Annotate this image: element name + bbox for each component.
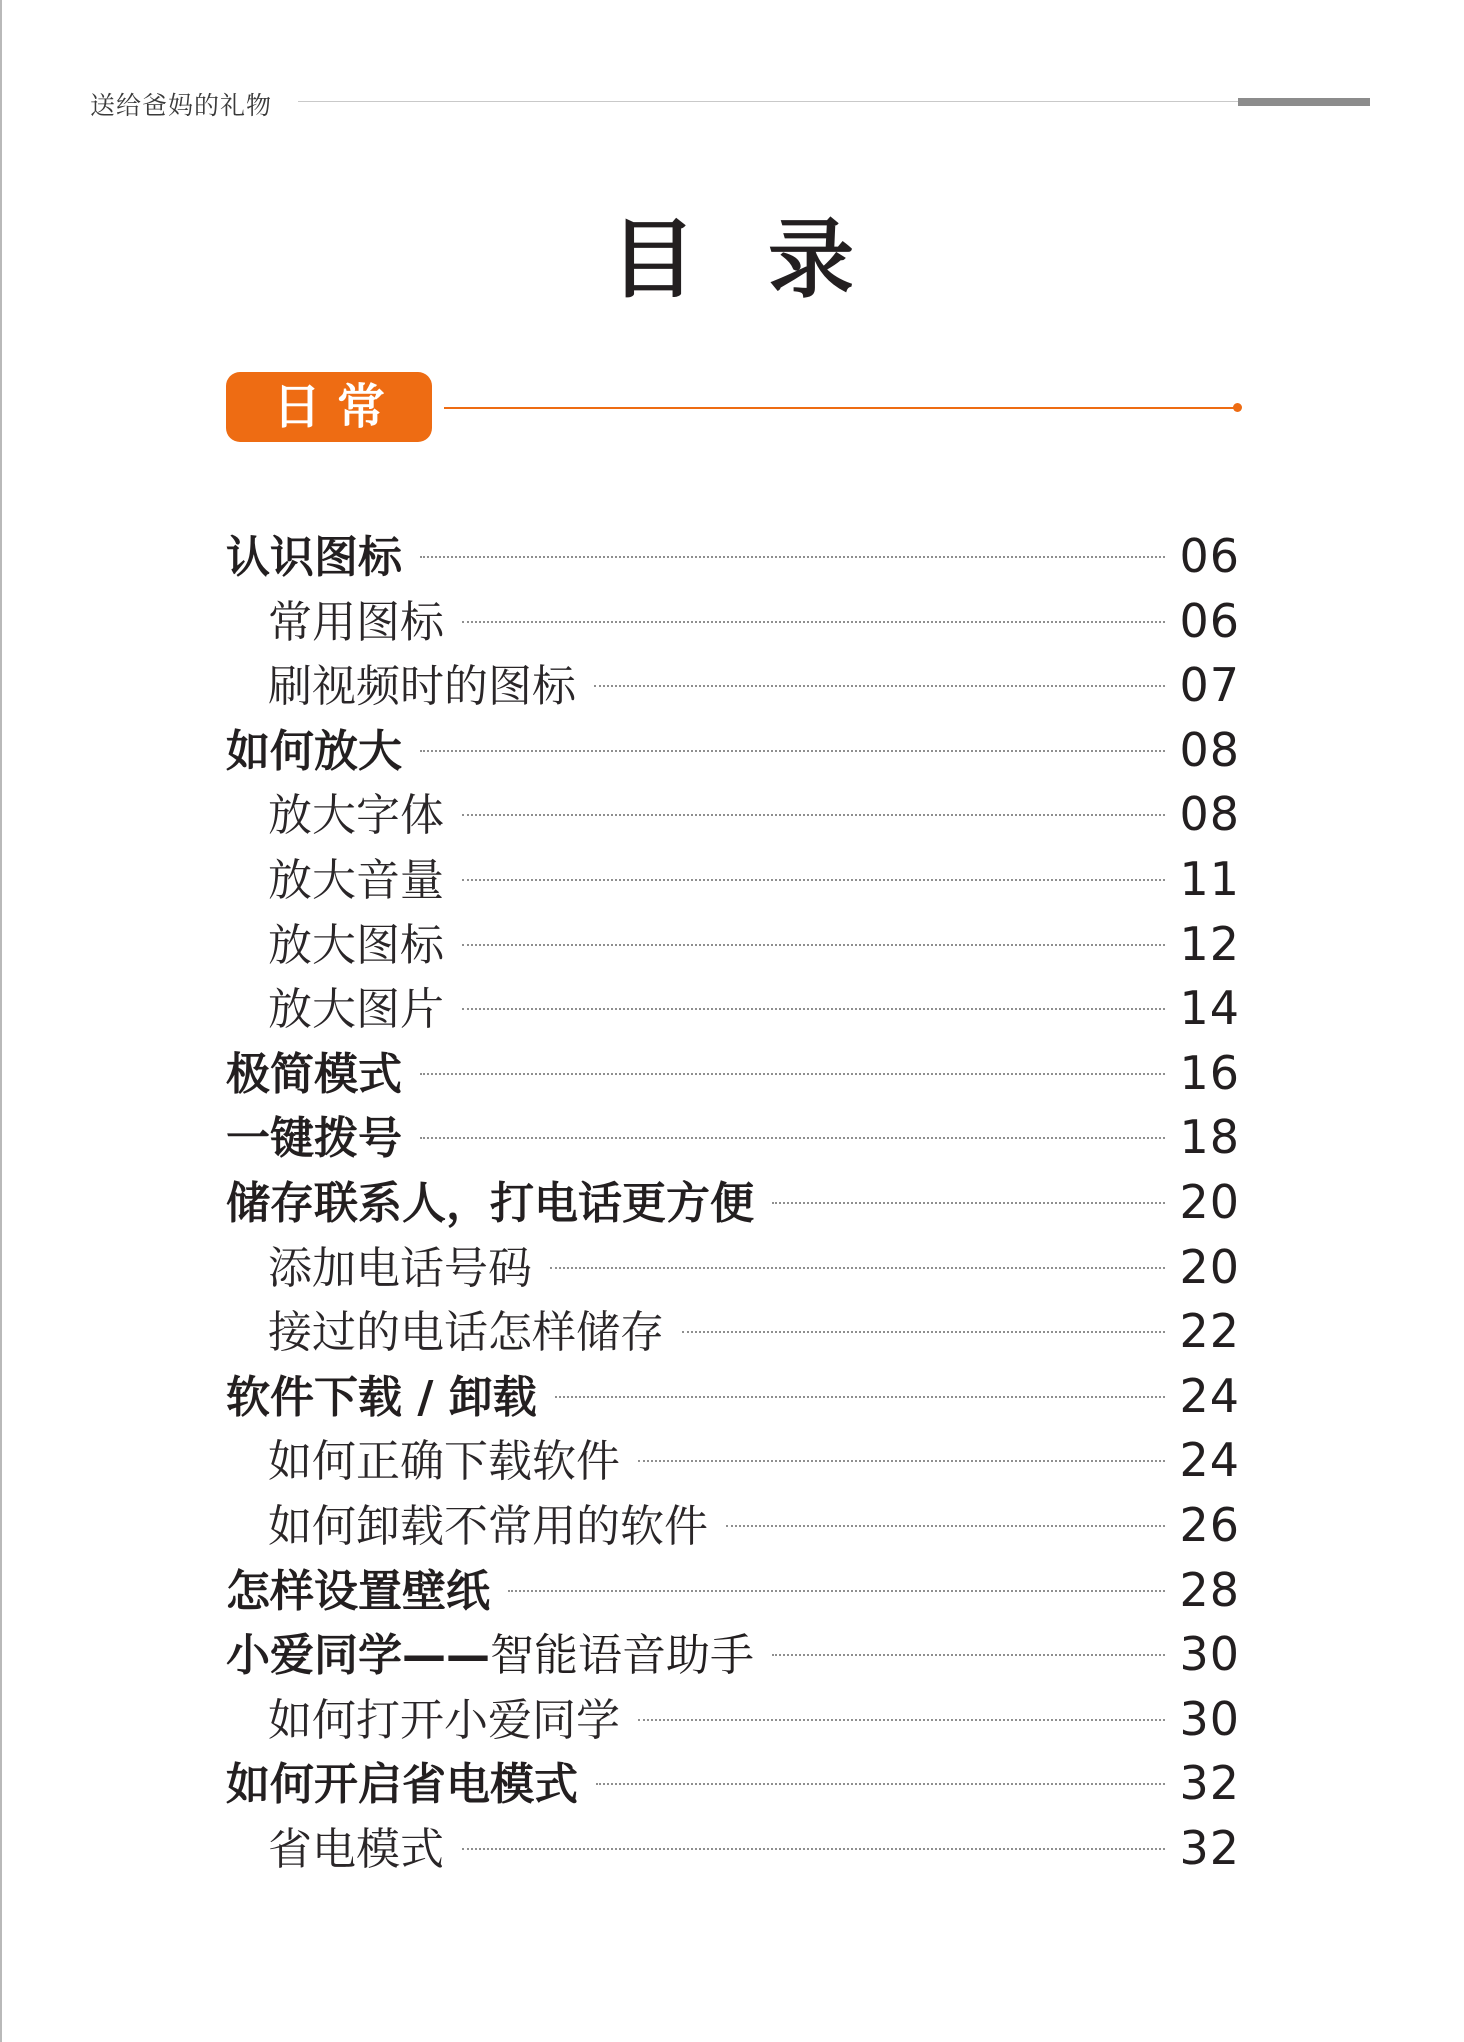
toc-page-number: 32 [1179, 1756, 1240, 1811]
toc-entry [226, 1361, 1240, 1426]
toc-entry-text: 添加电话号码 [268, 1242, 532, 1294]
toc-entry-subtitle: 智能语音助手 [490, 1630, 754, 1682]
toc-page-number: 20 [1179, 1239, 1240, 1294]
toc-entry-text: 储存联系人，打电话更方便 [226, 1177, 754, 1229]
dot-leader [638, 1719, 1165, 1721]
toc-page-number: 18 [1179, 1110, 1240, 1165]
dot-leader [462, 1008, 1165, 1010]
toc-entry-title [226, 1748, 578, 1812]
toc-entry [226, 1038, 1240, 1103]
section-rule [444, 407, 1235, 409]
toc-page-number: 28 [1179, 1562, 1240, 1617]
toc-entry-text: 如何开启省电模式 [226, 1759, 578, 1811]
running-header: 送给爸妈的礼物 [90, 91, 273, 120]
toc-entry-title [268, 909, 444, 973]
toc-entry-text: 认识图标 [226, 532, 402, 583]
dot-leader [594, 685, 1165, 687]
toc-entry-text: 放大字体 [268, 790, 444, 842]
toc-page-number: 24 [1179, 1433, 1240, 1488]
section-label: 日常篇 [226, 372, 432, 442]
toc-entry [226, 1490, 1240, 1555]
toc-entry [226, 1296, 1240, 1361]
dot-leader [420, 750, 1165, 752]
toc-page-number: 30 [1179, 1691, 1240, 1746]
toc-entry-text: 小爱同学—— [226, 1630, 490, 1682]
dot-leader [462, 1848, 1165, 1850]
toc-page-number: 06 [1179, 593, 1240, 648]
toc-entry-title [268, 1232, 532, 1296]
toc-page-number: 06 [1179, 529, 1240, 583]
toc-entry-title [226, 521, 402, 585]
dot-leader [726, 1525, 1165, 1527]
toc-entry-text: 软件下载 / 卸载 [226, 1371, 537, 1423]
toc-page-number: 20 [1179, 1174, 1240, 1229]
toc-entry-text: 放大图标 [268, 919, 444, 971]
dot-leader [550, 1267, 1165, 1269]
toc-entry [226, 650, 1240, 715]
toc-page-number: 22 [1179, 1304, 1240, 1359]
toc-entry-title [268, 1490, 708, 1554]
dot-leader [682, 1331, 1165, 1333]
toc-entry-text: 放大音量 [268, 854, 444, 906]
toc-entry [226, 1232, 1240, 1297]
dot-leader [420, 1073, 1165, 1075]
toc-entry-text: 如何打开小爱同学 [268, 1694, 620, 1746]
toc-entry [226, 1102, 1240, 1167]
toc-page-number: 08 [1179, 722, 1240, 777]
toc-entry-title [226, 715, 402, 779]
toc-entry-title [268, 1813, 444, 1877]
header-accent-bar [1238, 98, 1370, 106]
toc-entry [226, 1425, 1240, 1490]
toc-entry-title [268, 1296, 664, 1360]
toc-page-number: 08 [1179, 787, 1240, 842]
toc-page-number: 12 [1179, 916, 1240, 971]
toc-entry-title [226, 1361, 537, 1425]
toc-entry-text: 一键拨号 [226, 1113, 402, 1165]
dot-leader [596, 1783, 1165, 1785]
toc-entry [226, 1813, 1240, 1878]
toc-page-number: 26 [1179, 1497, 1240, 1552]
dot-leader [420, 556, 1165, 558]
toc-entry [226, 1684, 1240, 1749]
toc-entry-text: 如何正确下载软件 [268, 1436, 620, 1488]
toc-entry-text: 省电模式 [268, 1823, 444, 1875]
toc-entry-title [226, 1619, 754, 1683]
toc-entry-title [226, 1038, 402, 1102]
toc-entry-title [268, 973, 444, 1037]
toc-entry-title [268, 586, 444, 650]
toc-entry [226, 1619, 1240, 1684]
page-title: 目录 [610, 210, 926, 310]
toc-entry [226, 715, 1240, 780]
dot-leader [462, 621, 1165, 623]
toc-page-number: 07 [1179, 658, 1240, 713]
dot-leader [462, 944, 1165, 946]
toc-entry-title [268, 844, 444, 908]
dot-leader [462, 879, 1165, 881]
toc-entry-text: 如何卸载不常用的软件 [268, 1500, 708, 1552]
toc-entry [226, 1748, 1240, 1813]
header-rule [298, 101, 1238, 102]
toc-entry-text: 接过的电话怎样储存 [268, 1307, 664, 1359]
toc-entry-text: 放大图片 [268, 984, 444, 1036]
toc-entry [226, 1555, 1240, 1620]
toc-entry [226, 586, 1240, 651]
toc-entry-title [226, 1167, 754, 1231]
dot-leader [555, 1396, 1166, 1398]
toc-entry-title [226, 1102, 402, 1166]
toc-entry-text: 如何放大 [226, 725, 402, 777]
toc-entry-text: 刷视频时的图标 [268, 661, 576, 713]
toc-entry-title [268, 650, 576, 714]
toc-entry [226, 844, 1240, 909]
dot-leader [772, 1654, 1165, 1656]
toc-entry-text: 极简模式 [226, 1048, 402, 1100]
toc-entry-title [268, 1684, 620, 1748]
toc-entry [226, 1167, 1240, 1232]
toc-entry-text: 怎样设置壁纸 [226, 1565, 490, 1617]
section-rule-dot [1233, 403, 1242, 412]
toc-entry [226, 521, 1240, 586]
toc-page-number: 14 [1179, 981, 1240, 1036]
toc-entry-title [268, 1425, 620, 1489]
toc-page-number: 16 [1179, 1045, 1240, 1100]
toc-entry-title [268, 779, 444, 843]
toc-entry [226, 909, 1240, 974]
toc-entry-title [226, 1555, 490, 1619]
dot-leader [462, 814, 1165, 816]
toc-entry-text: 常用图标 [268, 596, 444, 648]
dot-leader [508, 1590, 1165, 1592]
toc-entry [226, 779, 1240, 844]
table-of-contents [226, 521, 1240, 1877]
dot-leader [638, 1460, 1165, 1462]
dot-leader [772, 1202, 1165, 1204]
toc-page-number: 24 [1179, 1368, 1240, 1423]
toc-page-number: 30 [1179, 1627, 1240, 1682]
toc-page-number: 32 [1179, 1820, 1240, 1875]
toc-page-number: 11 [1179, 851, 1240, 906]
toc-entry [226, 973, 1240, 1038]
dot-leader [420, 1137, 1165, 1139]
